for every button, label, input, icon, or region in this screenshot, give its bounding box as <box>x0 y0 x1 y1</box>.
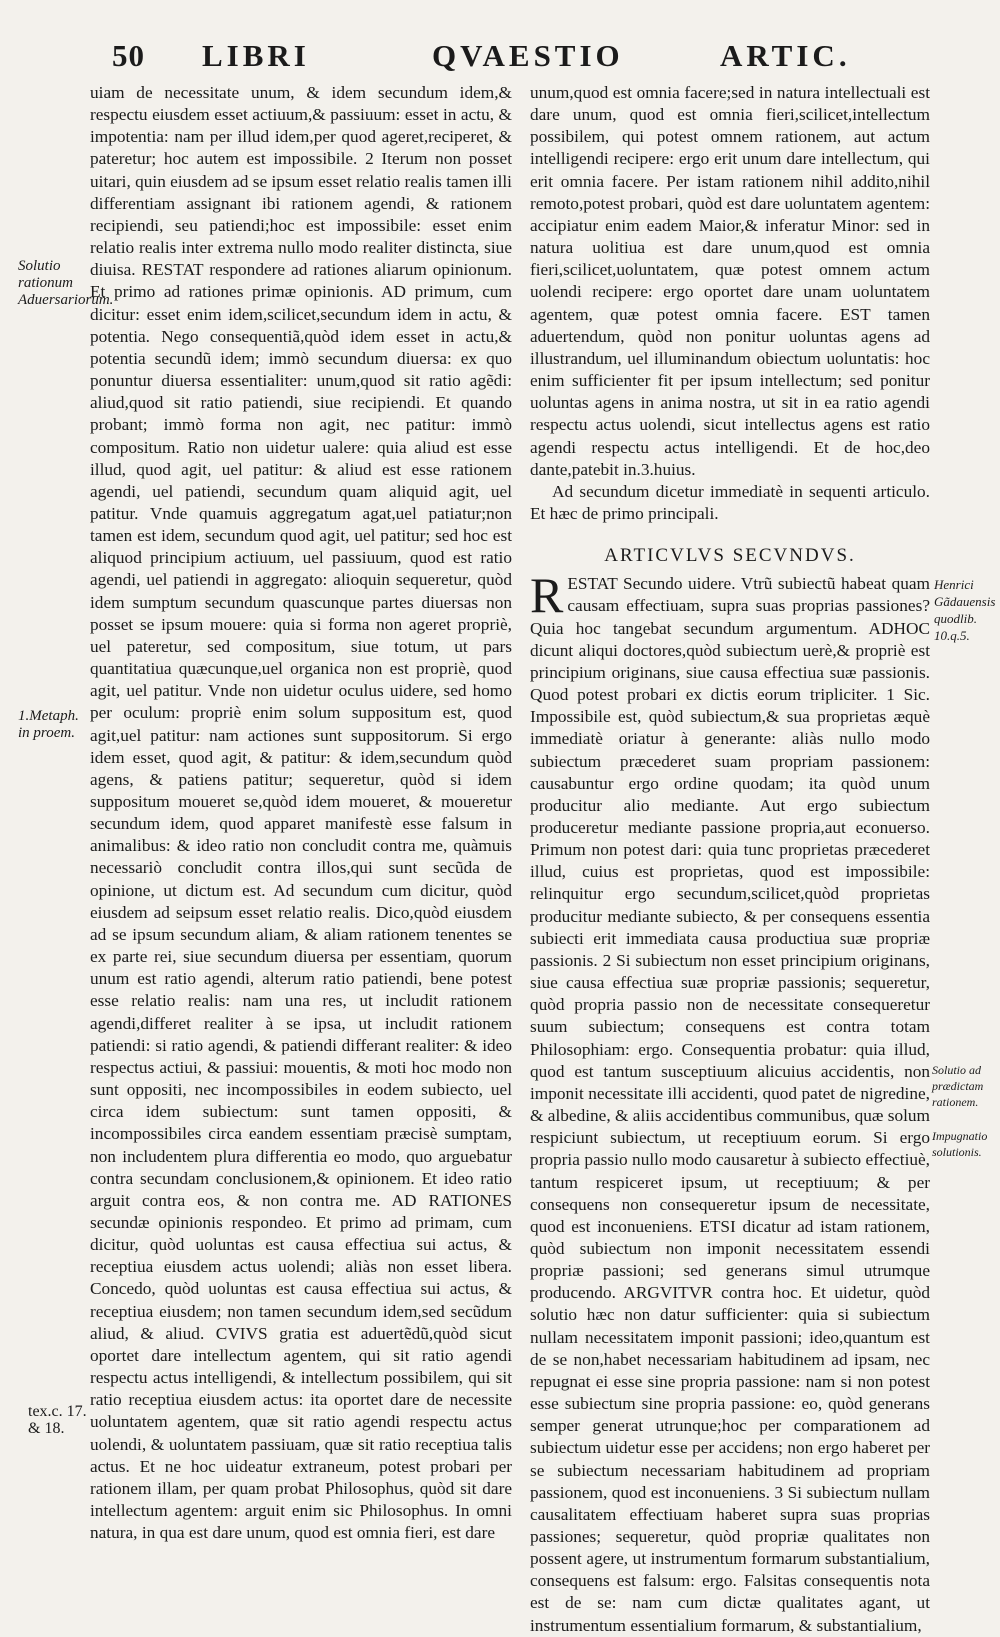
left-column-text: uiam de necessitate unum, & idem secundum idem,& respectu eiusdem esset actiuum,& passiuum: esset in actu, & impotentia: nam per illud idem,per quod ageret,reciperet, & pateretur; hoc autem est impossibile. 2 Iterum non posset uitari, quin eiusdem ad se ipsum esset relatio realis tamen illi differentiam assignant ibi rationem agendi, & rationem recipiendi, seu patiendi;hoc est impossibile: esset enim relatio realis inter extrema nullo modo realiter distincta, siue diuisa. RESTAT respondere ad rationes aliarum opinionum. Et primo ad rationes primæ opinionis. AD primum, cum dicitur: esset enim idem,scilicet,secundum idem in actu, & potentia. Nego consequentiã,quòd idem esset in actu,& potentia secundũ idem; immò secundum diuersa: ex quo ponuntur diuersa essentialiter: unum,quod sit ratio agẽdi: aliud,quod sit ratio patiendi, siue recipiendi. Et quando probant; immò forma non agit, nec patitur: immò compositum. Ratio non uidetur ualere: quia aliud est esse illud, quod agit, uel patitur: & aliud est esse rationem agendi, uel patiendi, secundum quam aliquid agit, uel patitur. Vnde quamuis aggregatum agat,uel patiatur;non tamen est idem, secundum quod agit, uel patitur; sed hoc est aliquod principium actiuum, uel passiuum, quod est ratio agendi, uel patiendi in aggregato: alioquin sequeretur, quòd idem sumptum secundum quascunque partes diuersas non posset se ipsum mouere: quia si forma non ageret propriè, uel pateretur, sed compositum, siue totum, ut pars quantitatiua quæcunque,uel organica non est propriè, quod agit, uel patitur. Vnde non uidetur oculus uidere, sed homo per oculum: propriè enim solum suppositum est, quod agit,uel patitur: nam actiones sunt suppositorum. Si ergo idem esset, quod agit, & patitur: & idem,secundum quòd agens, & patiens patitur; sequeretur, quòd si idem suppositum moueret se,quòd idem moueret, & moueretur secundum idem, quod apparet manifestè esse falsum in animalibus: & ideo ratio non concludit contra me, quàmuis necessariò concludit contra illos,qui sunt secũda de opinione, ut dictum est. Ad secundum cum dicitur, quòd eiusdem ad seipsum esset relatio realis. Dico,quòd eiusdem ad se ipsum secundum aliam, & aliam rationem tenentes se ex parte rei, siue secundum diuersa per essentiam, quorum unum est ratio agendi, alterum ratio patiendi, bene potest esse relatio realis: nam una res, ut includit rationem agendi,differet realiter à se ipsa, ut includit rationem patiendi: si ratio agendi, & patiendi differant realiter: & ideo respectus actiui, & passiui: mouentis, & moti hoc modo non sunt oppositi, nec incompossibiles in eodem subiecto, uel circa idem subiectum: sunt tamen oppositi, & incompossibiles circa eandem essentiam præcisè sumptam, non includentem plura differentia eo modo, quo arguebatur contra secundam conclusionem,& opinionem. Et ideo ratio arguit contra eos, & non contra me. AD RATIONES secundæ opinionis respondeo. Et primo ad primam, cum dicitur, quòd uoluntas est causa effectiua sui actus, & receptiua eiusdem actus uolendi; aliàs non esset libera. Concedo, quòd uoluntas est causa effectiua sui actus, & receptiua eiusdem; non tamen secundum idem,sed secũdum aliud, & aliud. CVIVS gratia est aduertẽdũ,quòd sicut oportet dare intellectum agentem, qui sit ratio agendi respectu actus intelligendi, & intellectum possibilem, qui sit ratio receptiua eiusdem actus: ita oportet dare de necessite uoluntatem agentem, quæ sit ratio agendi respectu actus uolendi, & uoluntatem passiuam, quæ sit ratio receptiua talis actus. Et ne hoc uideatur extraneum, potest probari per rationem illam, per quam probat Philosophus, quòd sit dare intellectum agentem: arguit enim sic Philosophus. In omni natura, in qua est dare unum, quod est omnia fieri, est dare <box>90 83 512 1543</box>
article-heading: ARTICVLVS SECVNDVS. <box>604 545 856 567</box>
article-body <box>530 567 930 1637</box>
left-column <box>90 82 512 1543</box>
drop-cap: R <box>530 567 564 624</box>
article-body-text: ESTAT Secundo uidere. Vtrũ subiectũ habeat quam causam effectiuam, supra suas proprias passiones? Quia hoc tangebat secundum argumentum. ADHOC dicunt aliqui doctores,quòd subiectum uerè,& propriè est principium originans, siue causa effectiua suæ passionis. Quod potest probari ex dictis eorum tripliciter. 1 Sic. Impossibile est, quòd subiectum,& sua proprietas æquè immediatè oriatur à generante: aliàs nullo modo subiectum præcederet suam propriam passionem: causabuntur ergo ordine quodam; ita quòd unum producitur alio mediante. Aut ergo subiectum produceretur mediante passione propria,aut econuerso. Primum non potest dari: quia tunc proprietas præcederet illud, cuius est proprietas, quod est impossibile: relinquitur ergo secundum,scilicet,quòd proprietas producitur mediante subiecto, & per consequens essentia subiecti erit immediata causa productiua suæ propriæ passionis. 2 Si subiectum non esset principium originans, siue causa effectiua suæ propriæ passionis; sequeretur, quòd propria passio non de necessitate consequeretur suum subiectum; consequens est contra totam Philosophiam: ergo. Consequentia probatur: quia illud, quod est tantum susceptiuum alicuius accidentis, non imponit necessitate illi accidenti, quod patet de nigredine, & albedine, & aliis accidentibus communibus, quæ solum respiciunt subiectum, ut receptiuum eorum. Si ergo propria passio nullo modo causaretur à subiecto effectiuè, tantum respiceret ipsum, ut receptiuum; & per consequens non consequeretur ipsum de necessitate, quod est inconueniens. ETSI dicatur ad istam rationem, quòd subiectum non imponit necessitatem essendi propriæ passioni; sed generans simul utrumque producendo. ARGVITVR contra hoc. Et uidetur, quòd solutio hæc non datur sufficienter: quia si subiectum nullam necessitatem imponit passioni; ideo,quantum est de se non,habet necessariam habitudinem ad ipsam, nec repugnat ei esse sine propria passione: nam si non potest esse subiectum sine propria passione: eo, quòd generans semper generat utrunque;hoc per comparationem ad subiectum uidetur esse per accidens; non ergo haberet per se subiectum necessariam habitudinem ad propriam passionem, quod est inconueniens. 3 Si subiectum nullam causalitatem effectiuam haberet supra suas proprias passiones; sequeretur, quòd propriæ qualitates non possent agere, ut instrumentum formarum substantialium, consequens est falsum: ergo. Falsitas consequentis nota est de se: nam cum dictæ qualitates agant, ut instrumentum essentialium formarum, & substantialium, <box>530 574 930 1635</box>
right-column-paragraph: unum,quod est omnia facere;sed in natura intellectuali est dare unum, quod est omnia fieri,scilicet,intellectum possibilem, qui potest omnem rationem, aut actum intelligendi recipere: ergo erit unum dare intellectum, qui erit omnia facere. Per istam rationem nihil addito,nihil remoto,potest probari, quòd est dare uoluntatem agentem: accipiatur enim eadem Maior,& inferatur Minor: sed in natura uolitiua est dare unum,quod est omnia fieri,scilicet,uoluntatem, quæ potest omnem actum uolendi recipere: ergo oportet dare unam uoluntatem agentem, quæ potest omnia facere. EST tamen aduertendum, quòd non ponitur uoluntas agens ad illustrandum, uel illuminandum obiectum uoluntatis: hoc enim sufficienter fit per ipsum intellectum; sed ponitur uoluntas agens in anima nostra, ut sit in ea ratio agendi respectu actus uolendi, sicut intellectus agens est ratio agendi respectu actus intelligendi. Et de hoc,deo dante,patebit in.3.huius. <box>530 83 930 479</box>
marginal-note: Solutio ad prædictam rationem. <box>932 1063 984 1109</box>
running-header <box>0 38 1000 82</box>
page-number: 50 <box>112 38 145 73</box>
marginal-note: Henrici Gãdauensis quodlib. 10.q.5. <box>934 577 996 643</box>
right-column-paragraph: Ad secundum dicetur immediatè in sequenti articulo. Et hæc de primo principali. <box>530 481 930 523</box>
header-right: ARTIC. <box>720 38 851 73</box>
marginal-note: Solutio rationum Aduersariorum. <box>18 258 114 308</box>
header-center: QVAESTIO <box>432 38 624 73</box>
marginal-note: tex.c. 17. & 18. <box>28 1403 87 1437</box>
marginal-note: 1.Metaph. in proem. <box>18 708 79 741</box>
right-column <box>530 82 930 1635</box>
header-left: LIBRI <box>202 38 310 73</box>
marginal-note: Impugnatio solutionis. <box>932 1129 988 1159</box>
